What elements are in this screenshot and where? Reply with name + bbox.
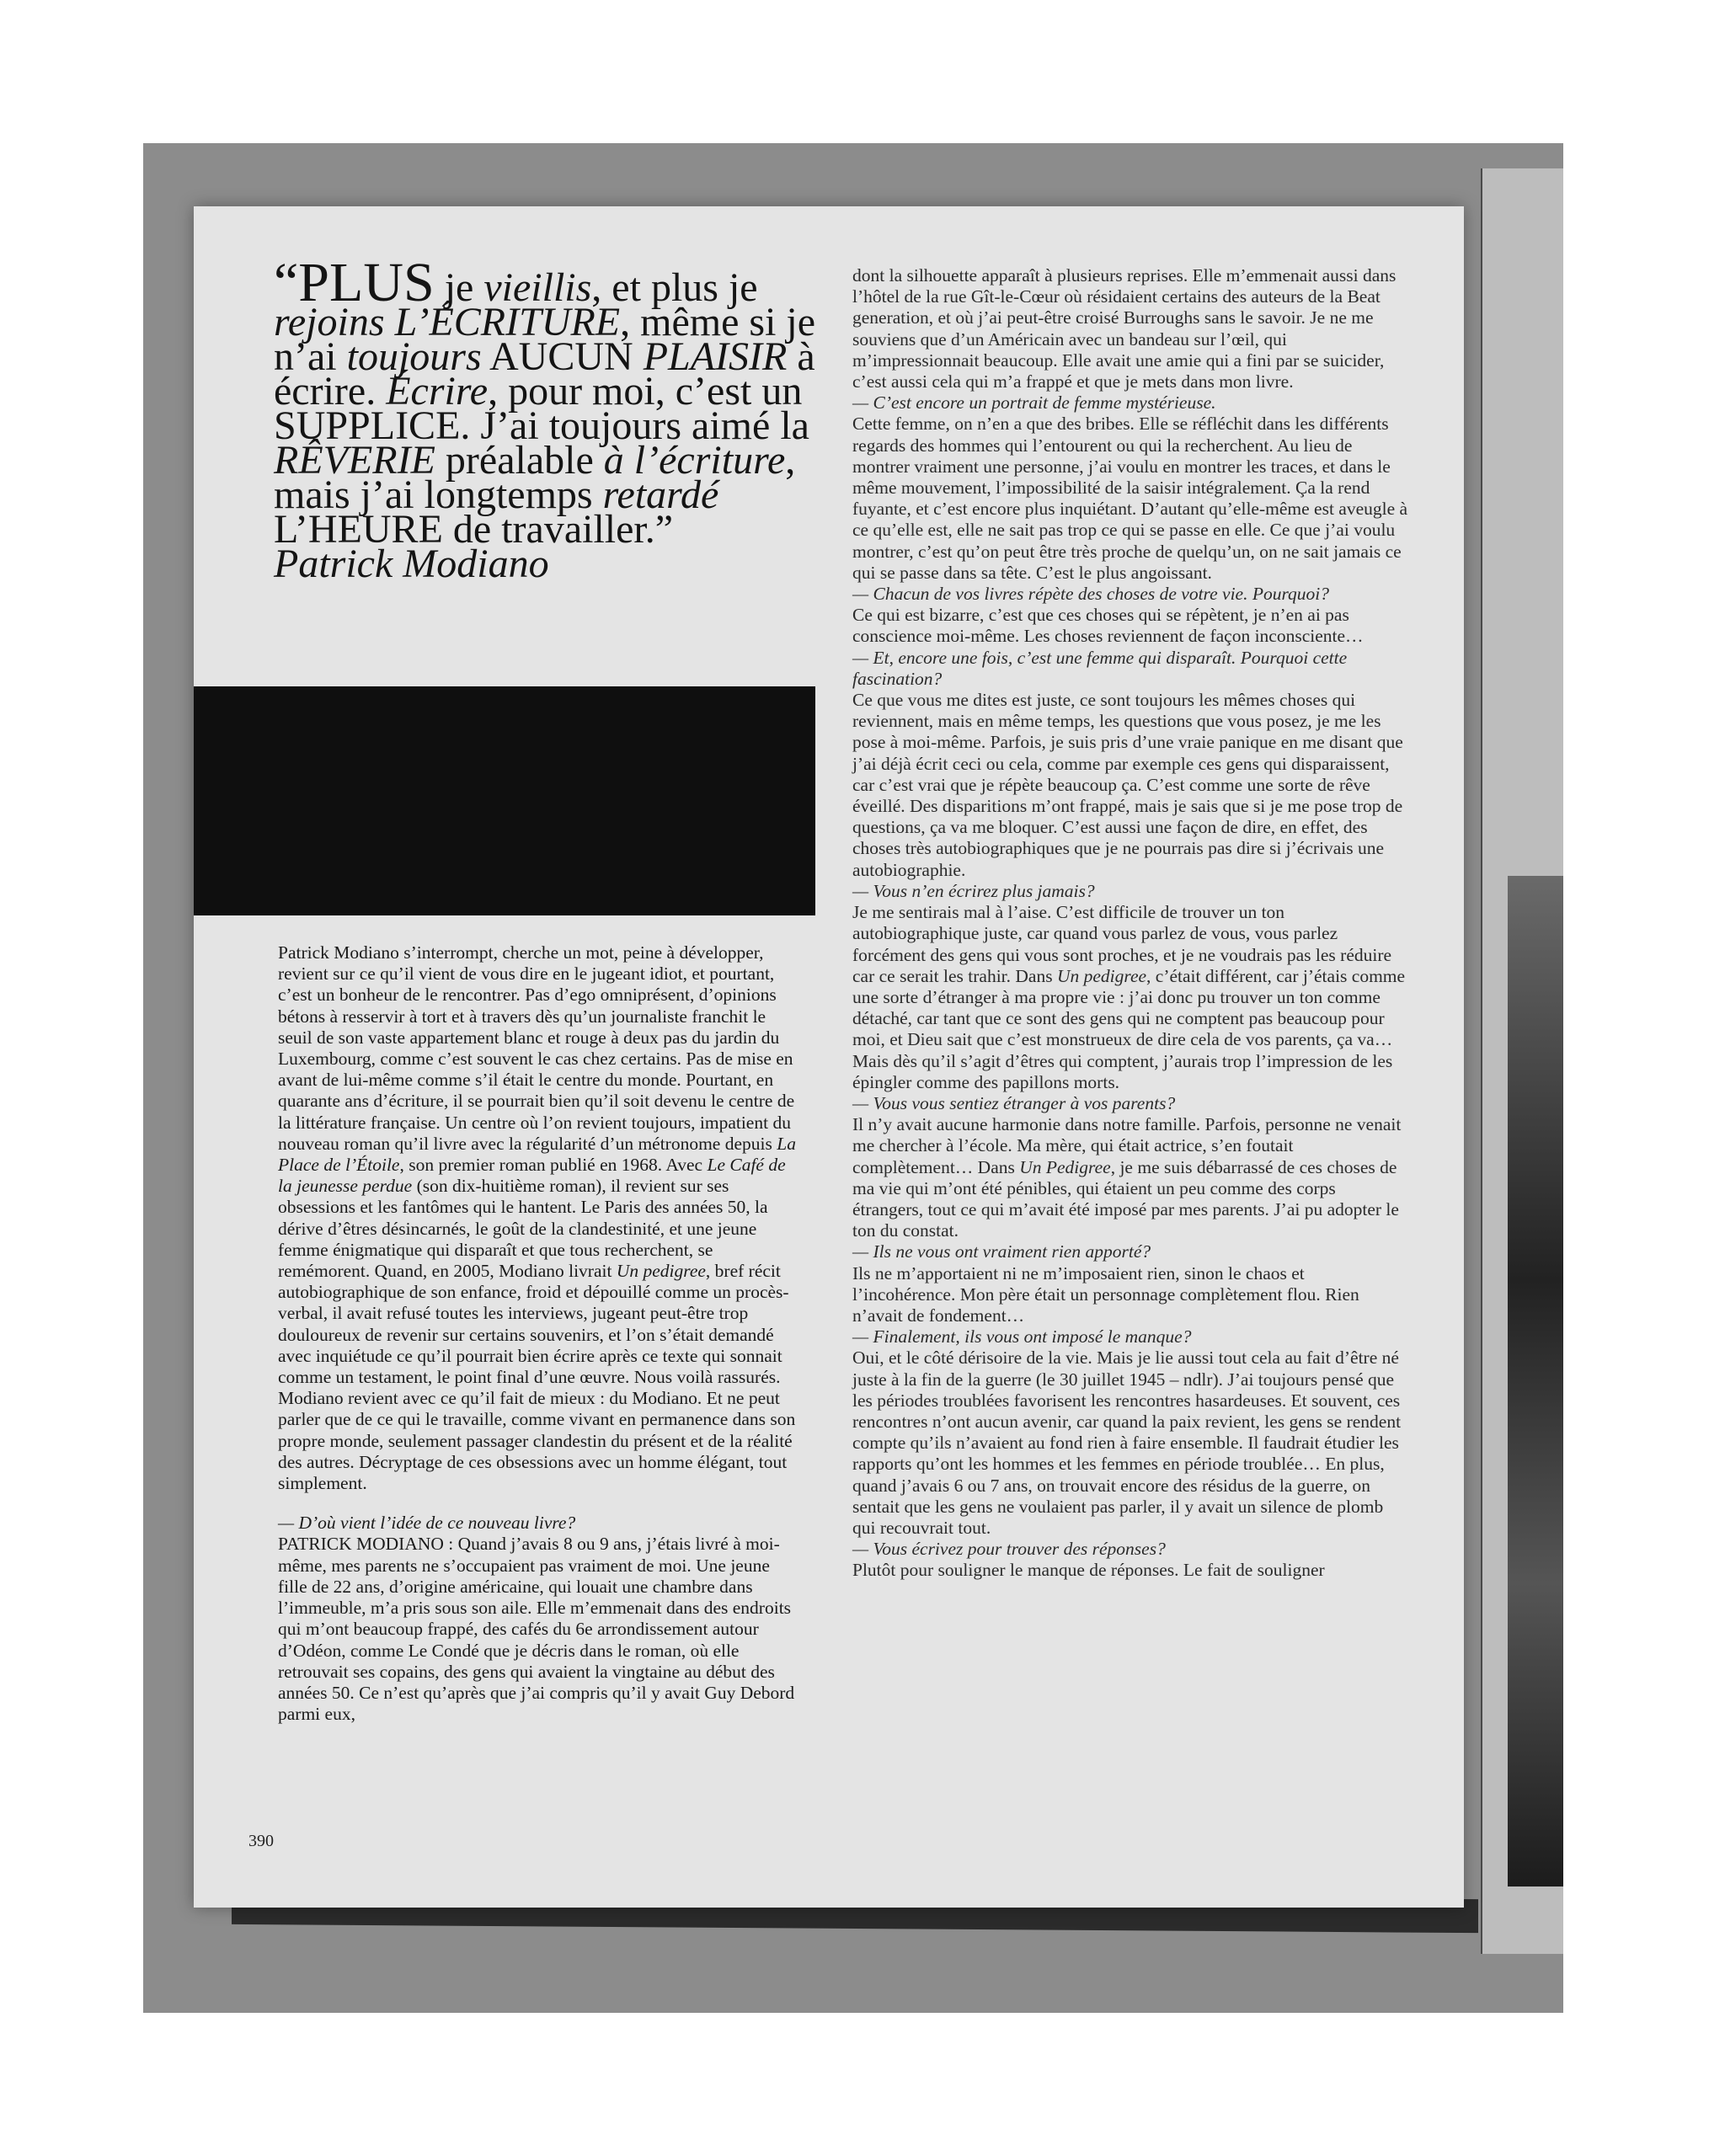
book-title: Un Pedigree — [1019, 1156, 1111, 1177]
book-title: Un pedigree — [1056, 965, 1147, 986]
facing-page-photo — [1508, 876, 1563, 1886]
book-title: Un pedigree — [616, 1261, 706, 1282]
page-number: 390 — [248, 1832, 274, 1850]
book-title: Le Café de la jeunesse perdue — [278, 1155, 786, 1197]
quote-word: RÊVERIE — [274, 438, 435, 483]
interview-answer: Plutôt pour souligner le manque de réponses. Le fait de souligner — [852, 1560, 1325, 1581]
intro-text: (son dix-huitième roman), il revient sur ses obsessions et les fantômes qui le hantent. Le Paris des années 50, la dérive d’êtres désincarnés, le goût de la clandestinité, et une jeune femme énigmatique qui disparaît et que tous recherchent, se remémorent. Quand, en 2005, Modiano livrait — [278, 1176, 768, 1282]
interview-answer: Ce qui est bizarre, c’est que ces choses qui se répètent, je n’en ai pas conscience moi-même. Les choses reviennent de façon inconsciente… — [852, 605, 1364, 647]
interview-question: — Finalement, ils vous ont imposé le manque? — [852, 1326, 1192, 1348]
intro-text: , son premier roman publié en 1968. Avec — [399, 1155, 703, 1176]
interview-question: — Vous vous sentiez étranger à vos parents? — [852, 1092, 1176, 1113]
interview-question: — Vous écrivez pour trouver des réponses? — [852, 1539, 1166, 1560]
photo-background — [143, 143, 1563, 2013]
quote-word: PLAISIR — [643, 334, 788, 379]
interview-answer: Ce que vous me dites est juste, ce sont toujours les mêmes choses qui reviennent, mais en même temps, les questions que vous posez, je me les pose à moi-même. Parfois, je suis pris d’une vraie panique en me disant que j’ai déjà écrit ceci ou cela, comme par exemple ces gens qui disparaissent, car c’est vrai que je répète beaucoup ça. C’est comme une sorte de rêve éveillé. Des disparitions m’ont frappé, mais je sais que si je me pose trop de questions, ça va me bloquer. C’est aussi une façon de dire, en effet, des choses très autobiographiques que je ne pourrais pas dire si j’écrivais une autobiographie. — [852, 690, 1403, 880]
quote-word: , même si je n’ai — [274, 300, 816, 379]
pull-quote — [274, 252, 821, 586]
quote-word: à écrire. — [274, 334, 815, 414]
quote-word: PLUS — [298, 252, 435, 313]
interview-answer: Oui, et le côté dérisoire de la vie. Mais je lie aussi tout cela au fait d’être né juste à la fin de la guerre (le 30 juillet 1945 – ndlr). J’ai toujours pensé que les périodes troublées favorisent les rencontres hasardeuses. Et souvent, ces rencontres n’ont aucun avenir, car quand la paix revient, les gens se rendent compte qu’ils n’avaient au fond rien à faire ensemble. Il faudrait étudier les rapports qu’ont les hommes et les femmes en période troublée… En plus, quand j’avais 6 ou 7 ans, on trouvait encore des résidus de la guerre, on sentait que les gens ne voulaient pas parler, il y avait un silence de plomb qui recouvrait tout. — [852, 1348, 1402, 1538]
quote-word: Écrire — [386, 369, 489, 414]
quote-word: à l’écriture — [603, 438, 786, 483]
quote-word: retardé — [602, 472, 719, 517]
quote-word: je — [434, 265, 484, 310]
right-column — [852, 265, 1410, 1582]
quote-word: , pour moi, c’est un SUPPLICE. J’ai toujours aimé la — [274, 369, 809, 448]
interview-question: — D’où vient l’idée de ce nouveau livre? — [278, 1513, 576, 1534]
quote-word: vieillis — [483, 265, 592, 310]
book-title: La Place de l’Étoile — [278, 1133, 796, 1176]
quote-author: Patrick Modiano — [274, 542, 549, 586]
interview-question: — Vous n’en écrirez plus jamais? — [852, 880, 1095, 901]
intro-text: , bref récit autobiographique de son enfance, froid et dépouillé comme un procès-verbal, il avait refusé toutes les interviews, jugeant peut-être trop douloureux de revenir sur certains souvenirs, et l’on s’était demandé avec inquiétude ce qu’il pourrait bien écrire après ce texte qui sonnait comme un testament, le point final d’une œuvre. Nous voilà rassurés. Modiano revient avec ce qu’il fait de mieux : du Modiano. Et ne peut parler que de ce qui le travaille, comme vivant en permanence dans son propre monde, seulement passager clandestin du présent et de la réalité des autres. Décryptage de ces obsessions avec un homme élégant, tout simplement. — [278, 1261, 796, 1494]
interview-question: — C’est encore un portrait de femme mystérieuse. — [852, 392, 1216, 414]
interview-question: — Et, encore une fois, c’est une femme qui disparaît. Pourquoi cette fascination? — [852, 647, 1348, 689]
intro-text: Patrick Modiano s’interrompt, cherche un mot, peine à développer, revient sur ce qu’il vient de vous dire en le jugeant idiot, et pourtant, c’est un bonheur de le rencontrer. Pas d’ego omniprésent, d’opinions bétons à resservir à tort et à travers dès qu’un journaliste franchit le seuil de son vaste appartement blanc et rouge à deux pas du jardin du Luxembourg, comme c’est souvent le cas chez certains. Pas de mise en avant de lui-même comme s’il était le centre du monde. Pourtant, en quarante ans d’écriture, il se pourrait bien qu’il soit devenu le centre de la littérature française. Un centre où l’on revient toujours, impatient du nouveau roman qu’il livre avec la régularité d’un métronome depuis — [278, 942, 795, 1154]
interview-question: — Ils ne vous ont vraiment rien apporté? — [852, 1241, 1151, 1262]
interview-answer — [852, 902, 1410, 1093]
quote-open: “ — [274, 252, 299, 313]
quote-word: L’HEURE de travailler.” — [274, 507, 674, 552]
interview-answer: Cette femme, on n’en a que des bribes. Elle se réfléchit dans les différents regards des hommes qui l’entourent ou qui la recherchent. Au lieu de montrer vraiment une personne, j’ai voulu en montrer les traces, et dans le même mouvement, l’impossibilité de la saisir intégralement. Ça la rend fuyante, et c’est encore plus inquiétant. D’autant qu’elle-même est aveugle à ce qu’elle est, elle ne sait pas trop ce qui se passe en elle. Ce que j’ai voulu montrer, c’est qu’on peut être très proche de quelqu’un, on ne sait jamais ce qui se passe dans sa tête. C’est le plus angoissant. — [852, 414, 1408, 583]
interview-answer: PATRICK MODIANO : Quand j’avais 8 ou 9 ans, j’étais livré à moi-même, mes parents ne s’occupaient pas vraiment de moi. Une jeune fille de 22 ans, d’origine américaine, qui louait une chambre dans l’immeuble, m’a pris sous son aile. Elle m’emmenait dans des endroits qui m’ont beaucoup frappé, des cafés du 6e arrondissement autour d’Odéon, comme Le Condé que je décris dans le roman, où elle retrouvait ses copains, des gens qui avaient la vingtaine au début des années 50. Ce n’est qu’après que j’ai compris qu’il y avait Guy Debord parmi eux, — [278, 1534, 795, 1725]
facing-page — [1481, 168, 1563, 1954]
interview-answer: dont la silhouette apparaît à plusieurs reprises. Elle m’emmenait aussi dans l’hôtel de la rue Gît-le-Cœur où résidaient certains des auteurs de la Beat generation, et où j’ai peut-être croisé Burroughs sans le savoir. Je ne me souviens que d’un Américain avec un bandeau sur l’œil, qui m’impressionnait beaucoup. Elle avait une amie qui a fini par se suicider, c’est aussi cela qui m’a frappé et que je mets dans mon livre. — [852, 265, 1397, 392]
answer-text: Je me sentirais mal à l’aise. C’est difficile de trouver un ton autobiographique juste, car quand vous parlez de vous, vous parlez forcément des gens qui vous sont proches, et je ne voudrais pas les réduire car ce serait les trahir. Dans — [852, 902, 1392, 986]
quote-word: L’ÉCRITURE — [394, 300, 621, 344]
answer-text: , je me suis débarrassé de ces choses de ma vie qui m’ont été pénibles, qui étaient un peu comme des corps étrangers, tout ce qui m’avait été imposé par mes parents. J’ai pu adopter le ton du constat. — [852, 1156, 1399, 1241]
quote-word: rejoins — [274, 300, 385, 344]
quote-word: , mais j’ai longtemps — [274, 438, 796, 517]
left-column — [278, 942, 803, 1725]
redacted-image-block — [194, 686, 815, 915]
quote-word: toujours — [346, 334, 482, 379]
answer-text: , c’était différent, car j’étais comme une sorte d’étranger à ma propre vie : j’ai donc pu trouver un ton comme détaché, car tant que ce sont des gens qui ne comptent pas beaucoup pour moi, et Dieu sait que c’est monstrueux de dire cela de vos parents, ça va… Mais dès qu’il s’agit d’êtres qui comptent, j’aurais trop l’impression de les épingler comme des papillons morts. — [852, 965, 1406, 1092]
quote-word: , et plus je — [591, 265, 758, 310]
quote-word: AUCUN — [481, 334, 644, 379]
interview-answer: Ils ne m’apportaient ni ne m’imposaient rien, sinon le chaos et l’incohérence. Mon père était un personnage complètement flou. Rien n’avait de fondement… — [852, 1262, 1359, 1326]
quote-word: préalable — [435, 438, 604, 483]
intro-paragraph — [278, 942, 803, 1494]
interview-question: — Chacun de vos livres répète des choses de votre vie. Pourquoi? — [852, 584, 1330, 605]
interview-answer — [852, 1114, 1410, 1241]
answer-text: Il n’y avait aucune harmonie dans notre famille. Parfois, personne ne venait me chercher à l’école. Ma mère, qui était actrice, s’en foutait complètement… Dans — [852, 1114, 1402, 1177]
magazine-page — [194, 206, 1464, 1908]
